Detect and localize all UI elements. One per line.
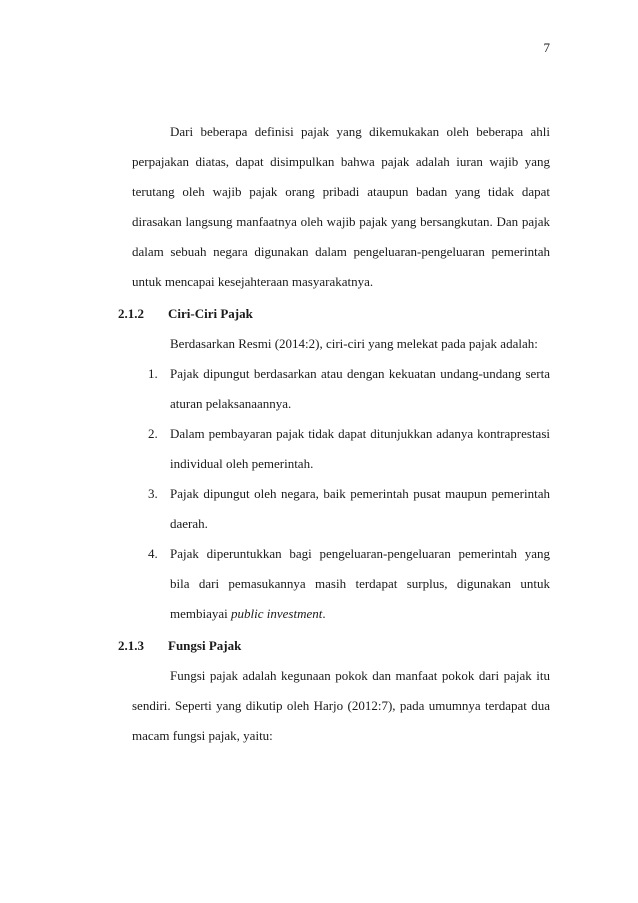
italic-term: public investment <box>231 606 323 621</box>
punctuation: . <box>322 606 326 621</box>
list-marker: 3. <box>148 486 158 501</box>
section-title: Fungsi Pajak <box>168 638 242 653</box>
list-item <box>148 359 550 419</box>
list-item-text: Pajak dipungut oleh negara, baik pemerintah pusat maupun pemerintah daerah. <box>170 486 550 531</box>
page-body <box>118 117 550 751</box>
list-item-text <box>170 539 550 629</box>
intro-paragraph: Dari beberapa definisi pajak yang dikemukakan oleh beberapa ahli perpajakan diatas, dapat disimpulkan bahwa pajak adalah iuran wajib yang terutang oleh wajib pajak orang pribadi ataupun badan yang tidak dapat dirasakan langsung manfaatnya oleh wajib pajak yang bersangkutan. Dan pajak dalam sebuah negara digunakan dalam pengeluaran-pengeluaran pemerintah untuk mencapai kesejahteraan masyarakatnya. <box>132 124 550 289</box>
section-number: 2.1.3 <box>118 638 144 653</box>
list-marker: 2. <box>148 426 158 441</box>
list-item <box>148 419 550 479</box>
section-lead-ciri: Berdasarkan Resmi (2014:2), ciri-ciri yang melekat pada pajak adalah: <box>170 336 538 351</box>
list-item <box>148 539 550 629</box>
list-item-text: Dalam pembayaran pajak tidak dapat ditunjukkan adanya kontraprestasi individual oleh pemerintah. <box>170 426 550 471</box>
list-marker: 4. <box>148 546 158 561</box>
list-item-body: Pajak diperuntukkan bagi pengeluaran-pengeluaran pemerintah yang bila dari pemasukannya masih terdapat surplus, digunakan untuk membiayai <box>170 546 550 621</box>
list-item <box>148 479 550 539</box>
list-item-text: Pajak dipungut berdasarkan atau dengan kekuatan undang-undang serta aturan pelaksanaannya. <box>170 366 550 411</box>
ciri-list <box>118 359 550 629</box>
list-marker: 1. <box>148 366 158 381</box>
section-heading-fungsi <box>118 631 550 661</box>
fungsi-paragraph: Fungsi pajak adalah kegunaan pokok dan manfaat pokok dari pajak itu sendiri. Seperti yang dikutip oleh Harjo (2012:7), pada umumnya terdapat dua macam fungsi pajak, yaitu: <box>132 668 550 743</box>
section-title: Ciri-Ciri Pajak <box>168 306 253 321</box>
page-number: 7 <box>543 40 550 55</box>
section-heading-ciri <box>118 299 550 329</box>
section-number: 2.1.2 <box>118 306 144 321</box>
